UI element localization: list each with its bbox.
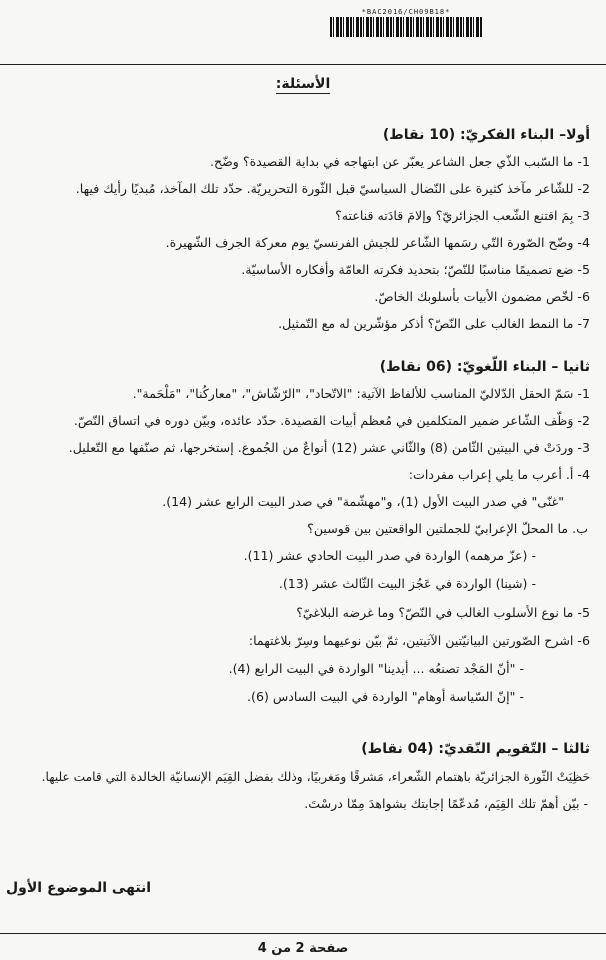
question-sub: - "إنّ السّياسة أوهام" الواردة في البيت السادس (6). <box>247 689 524 704</box>
page-title: الأسئلة: <box>275 76 331 92</box>
question: 3- وردَتْ في البيتين الثّامن (8) والثّاني عشر (12) أنواعٌ من الجُموع. إستخرجها، ثم صنّفها مع التّعليل. <box>68 440 590 455</box>
end-note: انتهى الموضوع الأول <box>6 880 152 896</box>
question: - بيّن أهمّ تلك القِيَم، مُدعّمًا إجابتك بشواهدَ مِمّا درسْتَ. <box>304 796 588 811</box>
question: 6- لخّص مضمون الأبيات بأسلوبك الخاصّ. <box>374 289 590 304</box>
question-sub: - (عزّ مرهمه) الواردة في صدر البيت الحادي عشر (11). <box>243 548 536 563</box>
question: 4- أ. أعرب ما يلي إعراب مفردات: <box>408 467 590 482</box>
question-sub: ب. ما المحلّ الإعرابيّ للجملتين الواقعتين بين قوسين؟ <box>307 521 588 536</box>
question-sub: - (شينا) الواردة في عَجُز البيت الثّالث عشر (13). <box>278 576 536 591</box>
question: 2- للشّاعر مآخذ كثيرة على النّضال السياسيّ قبل الثّورة التحريريّة. حدّد تلك المآخذ، مُبديًا رأيك فيها. <box>75 181 590 196</box>
barcode <box>330 8 482 38</box>
question: 1- سَمّ الحقل الدّلاليّ المناسب للألفاظ الآتية: "الاتّحاد"، "الرّشّاش"، "معاركُنا"، "مَلْحَمة". <box>132 386 590 401</box>
question: 5- ما نوع الأسلوب الغالب في النّصّ؟ وما غرضه البلاغيّ؟ <box>296 605 590 620</box>
question-sub: - "أنّ المَجْد تصنعُه ... أيدينا" الواردة في البيت الرابع (4). <box>228 661 524 676</box>
question: 4- وضّح الصّورة التّي رسَمها الشّاعر للجيش الفرنسيّ يوم معركة الجرف الشّهيرة. <box>165 235 590 250</box>
section-heading-2: ثانيا – البناء اللّغويّ: (06 نقاط) <box>379 359 590 375</box>
question: 3- بِمَ اقتنع الشّعب الجزائريّ؟ وإلامَ قادَته قناعته؟ <box>335 208 590 223</box>
question: 6- اشرح الصّورتين البيانيّتين الآتيتين، ثمّ بيّن نوعيهما وسِرّ بلاغتهما: <box>248 633 590 648</box>
question: 5- ضع تصميمًا مناسبًا للنّصّ؛ بتحديد فكرته العامّة وأفكاره الأساسيّة. <box>241 262 590 277</box>
bottom-divider <box>0 933 606 934</box>
question: 1- ما السّبب الذّي جعل الشاعر يعبّر عن ابتهاجه في بداية القصيدة؟ وضّح. <box>209 154 590 169</box>
barcode-bars <box>330 17 482 37</box>
question: 2- وَظّف الشّاعر ضمير المتكلمين في مُعظم أبيات القصيدة. حدّد عائده، وبيّن دوره في اتساق النّصّ. <box>73 413 590 428</box>
section-heading-1: أولا– البناء الفكريّ: (10 نقاط) <box>382 127 590 143</box>
question: 7- ما النمط الغالب على النّصّ؟ أذكر مؤشّرين له مع التّمثيل. <box>278 316 590 331</box>
barcode-text: *BAC2016/CH09B18* <box>361 8 451 16</box>
question: حَظِيَتْ الثّورة الجزائريّة باهتمام الشّعراء، مَشرقًا ومَغربيًا، وذلك بفضل القِيَم الإنسانيّة الخالدة التي قامت عليها. <box>41 770 590 784</box>
question-sub: "غنّى" في صدر البيت الأول (1)، و"مهشّمة" في صدر البيت الرابع عشر (14). <box>162 494 564 509</box>
page-number: صفحة 2 من 4 <box>257 941 349 956</box>
section-heading-3: ثالثا – التّقويم النّقديّ: (04 نقاط) <box>361 741 590 757</box>
top-divider <box>0 64 606 65</box>
